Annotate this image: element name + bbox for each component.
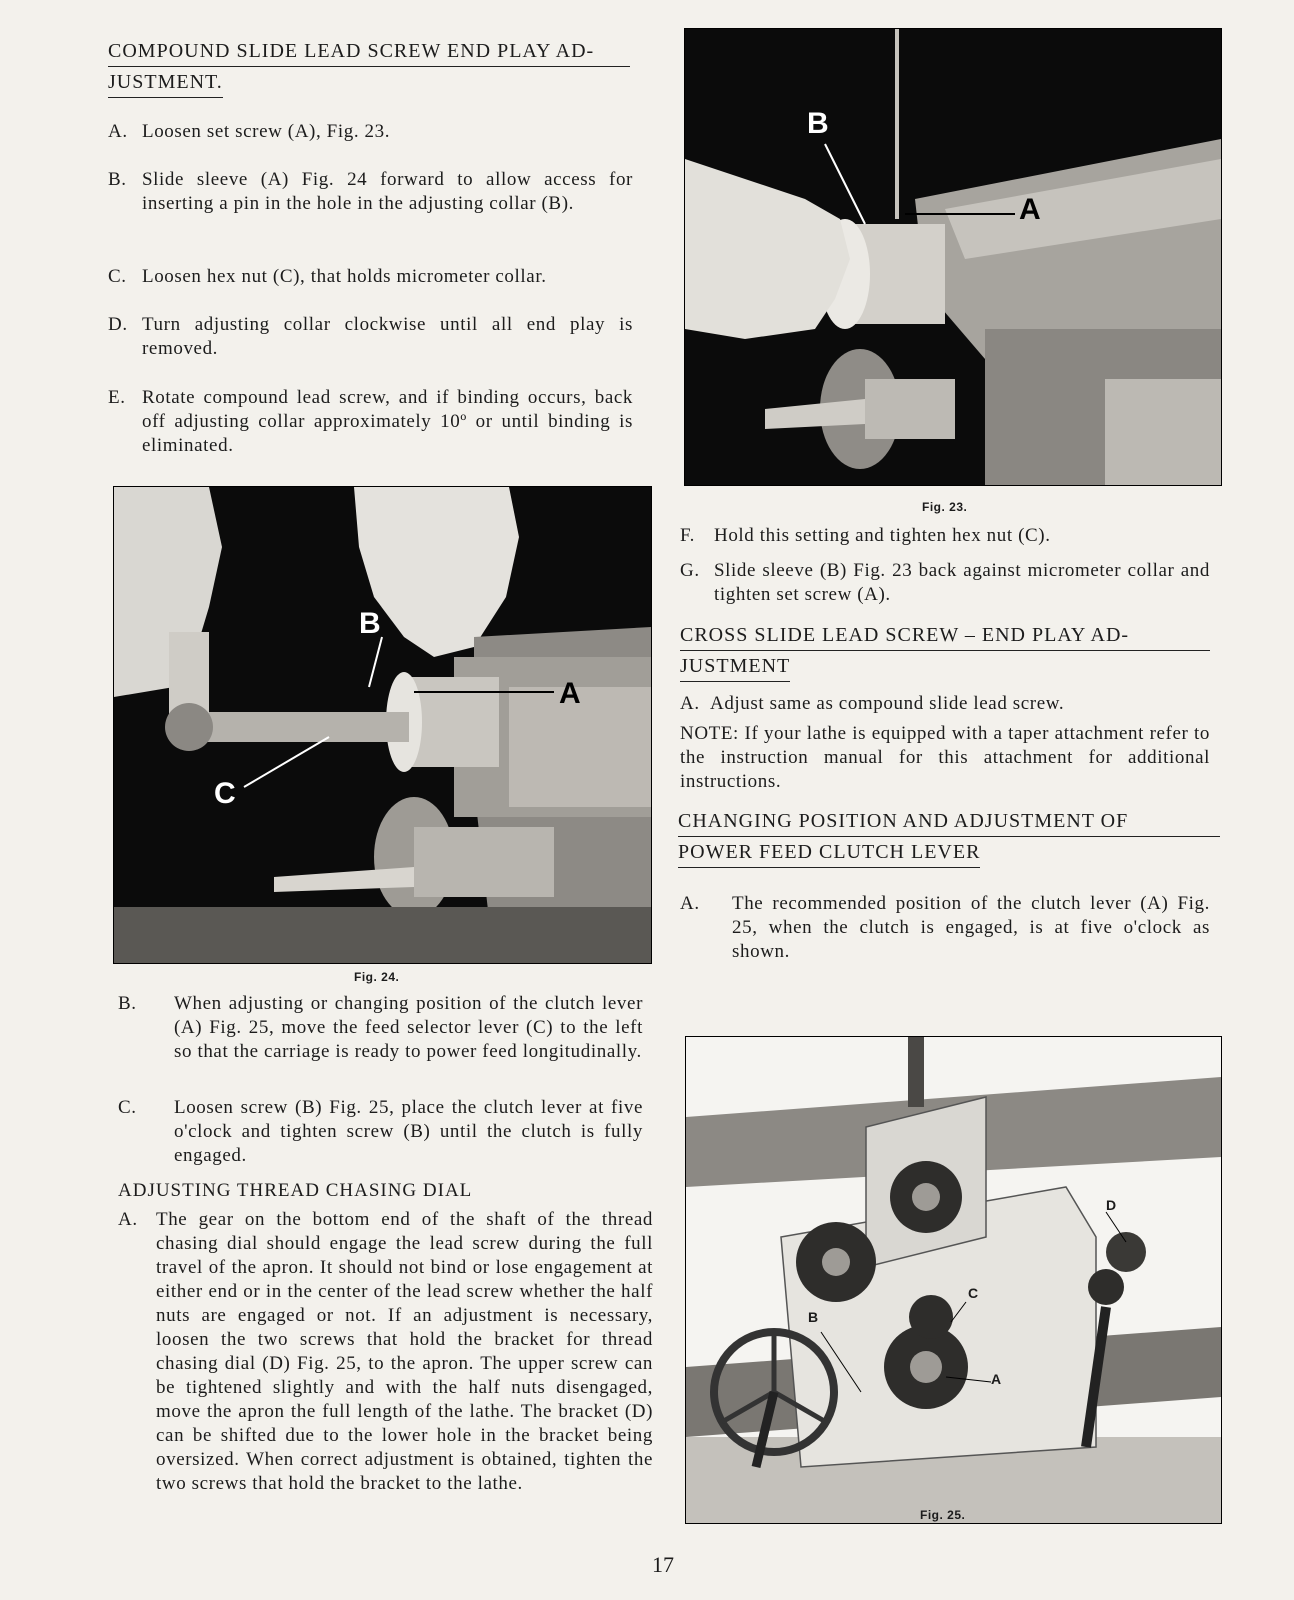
cross-slide-heading: CROSS SLIDE LEAD SCREW – END PLAY AD- JUSTMENT (680, 620, 1210, 682)
figure-25-label-c: C (968, 1285, 979, 1301)
figure-25-caption: Fig. 25. (920, 1508, 966, 1522)
thread-chasing-heading: ADJUSTING THREAD CHASING DIAL (118, 1180, 473, 1201)
step-d: D. Turn adjusting collar clockwise until all end play is removed. (108, 314, 633, 359)
clutch-step-c: C. Loosen screw (B) Fig. 25, place the clutch lever at five o'clock and tighten screw (B) until the clutch is fully engaged. (118, 1097, 643, 1166)
figure-24-caption: Fig. 24. (354, 970, 400, 984)
figure-24-label-c: C (214, 777, 236, 810)
figure-23-caption: Fig. 23. (922, 500, 968, 514)
figure-25-label-a: A (991, 1371, 1002, 1387)
thread-chasing-step: A. The gear on the bottom end of the shaft of the thread chasing dial should engage the lead screw during the full travel of the apron. It should not bind or lose engagement at either end or in the center of the lead screw whether the half nuts are engaged or not. If an adjustment is necessary, loosen the two screws that hold the bracket for thread chasing dial (D) Fig. 25, to the apron. The upper screw can be tightened slightly and with the half nuts disengaged, move the apron the full length of the lathe. The bracket (D) can be shifted due to the lower hole in the bracket being oversized. When correct adjustment is obtained, tighten the two screws that hold the bracket to the lathe. (118, 1209, 653, 1494)
figure-23-photo (684, 28, 1222, 486)
step-f: F. Hold this setting and tighten hex nut (C). (680, 525, 1051, 546)
clutch-step-b: B. When adjusting or changing position of the clutch lever (A) Fig. 25, move the feed selector lever (C) to the left so that the carriage is ready to power feed longitudinally. (118, 993, 643, 1062)
cross-slide-step: A. Adjust same as compound slide lead screw. (680, 693, 1065, 714)
clutch-step-a: A. The recommended position of the clutch lever (A) Fig. 25, when the clutch is engaged, is at five o'clock as shown. (680, 893, 1210, 962)
figure-24-label-b: B (359, 607, 381, 640)
figure-23-label-a: A (1019, 193, 1041, 226)
figure-24-label-a: A (559, 677, 581, 710)
step-a: A. Loosen set screw (A), Fig. 23. (108, 121, 391, 142)
compound-slide-heading-line2: JUSTMENT. (108, 67, 223, 98)
figure-25-photo (685, 1036, 1222, 1524)
figure-24-photo (113, 486, 652, 964)
figure-25-label-d: D (1106, 1197, 1117, 1213)
figure-25-label-b: B (808, 1309, 819, 1325)
clutch-heading: CHANGING POSITION AND ADJUSTMENT OF POWER FEED CLUTCH LEVER (678, 806, 1220, 868)
step-b: B. Slide sleeve (A) Fig. 24 forward to allow access for inserting a pin in the hole in the adjusting collar (B). (108, 169, 633, 214)
step-g: G. Slide sleeve (B) Fig. 23 back against micrometer collar and tighten set screw (A). (680, 560, 1210, 605)
compound-slide-heading-line1: COMPOUND SLIDE LEAD SCREW END PLAY AD- (108, 36, 630, 67)
step-c: C. Loosen hex nut (C), that holds micrometer collar. (108, 266, 547, 287)
page-number: 17 (652, 1552, 674, 1577)
taper-note: NOTE: If your lathe is equipped with a taper attachment refer to the instruction manual for this attachment for additional instructions. (680, 723, 1210, 792)
figure-23-label-b: B (807, 107, 829, 140)
step-e: E. Rotate compound lead screw, and if binding occurs, back off adjusting collar approximately 10º or until binding is eliminated. (108, 387, 633, 456)
compound-slide-heading (108, 36, 630, 98)
